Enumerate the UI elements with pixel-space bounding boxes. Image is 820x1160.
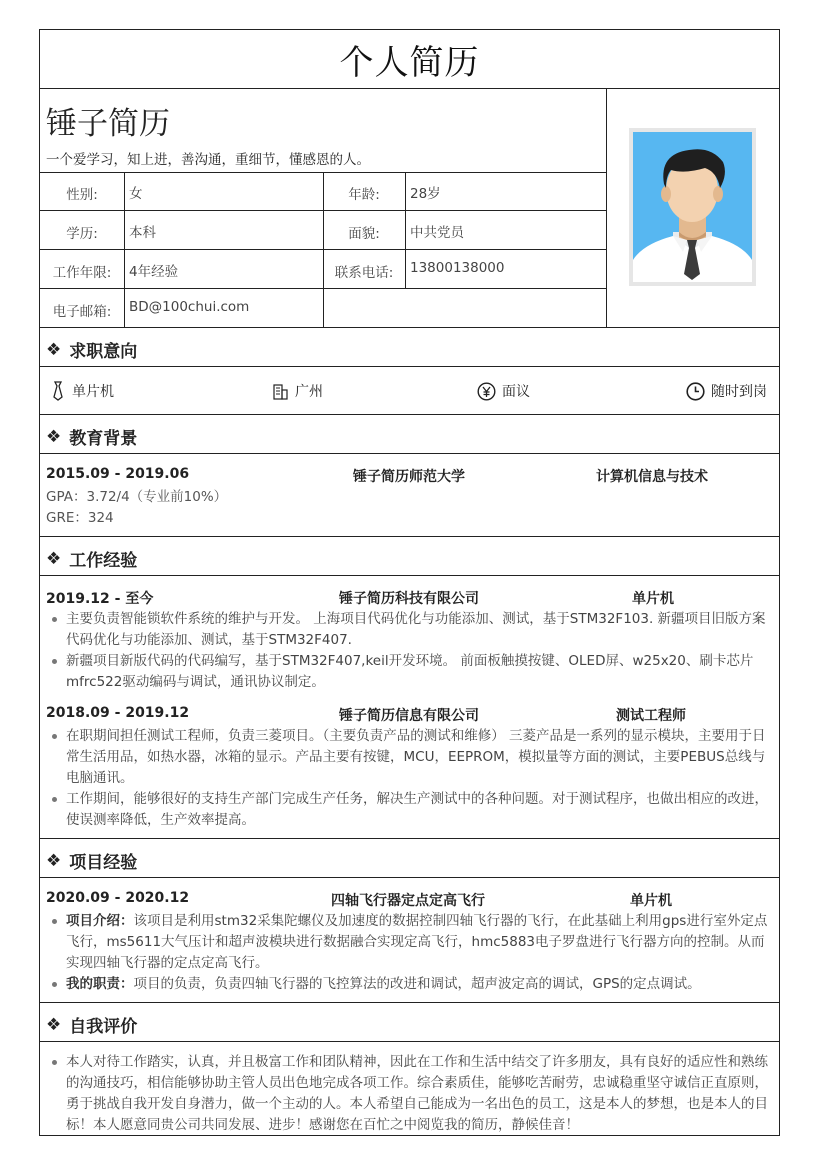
work-role: 测试工程师 — [616, 708, 686, 724]
building-icon — [272, 383, 289, 400]
diamond-icon: ❖ — [46, 850, 62, 871]
edu-value: 本科 — [129, 225, 156, 241]
diamond-icon: ❖ — [46, 426, 62, 447]
clock-icon — [686, 382, 705, 401]
work-period: 2019.12 - 至今 — [46, 591, 154, 607]
intent-salary — [477, 381, 530, 401]
intent-job — [50, 381, 114, 401]
project-name: 四轴飞行器定点定高飞行 — [331, 893, 485, 909]
edu-gre: GRE：324 — [46, 510, 114, 526]
list-item: 本人对待工作踏实，认真，并且极富工作和团队精神，因此在工作和生活中结交了许多朋友，具有良好的适应性和熟练的沟通技巧，相信能够协助主管人员出色地完成各项工作。综合素质佳，能够吃苦耐劳，忠诚稳重坚守诚信正直原则，勇于挑战自我开发自身潜力，做一个主动的人。本人希望自己能成为一名出色的员工，这是本人的梦想，也是本人的目标！本人愿意同贵公司共同发展、进步！感谢您在百忙之中阅览我的简历，静候佳音！ — [48, 1052, 768, 1136]
section-title: 工作经验 — [69, 551, 138, 571]
list-item: 工作期间，能够很好的支持生产部门完成生产任务，解决生产测试中的各种问题。对于测试程序，也做出相应的改进，使误测率降低，生产效率提高。 — [48, 789, 768, 831]
tie-icon — [50, 381, 66, 401]
project-intro-label: 项目介绍： — [66, 913, 134, 929]
divider — [40, 366, 779, 367]
divider — [40, 838, 779, 839]
politics-value: 中共党员 — [410, 225, 464, 241]
divider — [40, 1041, 779, 1042]
intent-availability — [686, 381, 767, 401]
divider — [40, 575, 779, 576]
section-title: 自我评价 — [69, 1017, 138, 1037]
divider — [40, 1002, 779, 1003]
intent-job-text: 单片机 — [72, 384, 114, 400]
divider — [40, 327, 779, 328]
divider — [40, 414, 779, 415]
edu-school: 锤子简历师范大学 — [353, 469, 465, 485]
edu-label: 学历: — [66, 226, 98, 242]
list-item: 新疆项目新版代码的代码编写，基于STM32F407,keil开发环境。 前面板触摸按键、OLED屏、w25x20、刷卡芯片mfrc522驱动编码与调试，通讯协议制定。 — [48, 651, 768, 693]
resume-name: 锤子简历 — [46, 106, 170, 142]
list-item: 在职期间担任测试工程师，负责三菱项目。（主要负责产品的测试和维修） 三菱产品是一系列的显示模块，主要用于日常生活用品，如热水器，冰箱的显示。产品主要有按键，MCU，EEPROM，模拟量等方面的测试，主要PEBUS总线与电脑通讯。 — [48, 726, 768, 789]
intent-salary-text: 面议 — [502, 384, 530, 400]
divider — [124, 172, 125, 327]
avatar — [633, 132, 752, 282]
edu-major: 计算机信息与技术 — [596, 469, 708, 485]
politics-label: 面貌: — [348, 226, 380, 242]
section-work-heading — [46, 546, 137, 571]
divider — [606, 89, 607, 327]
age-value: 28岁 — [410, 186, 441, 202]
project-period: 2020.09 - 2020.12 — [46, 890, 190, 906]
intent-city-text: 广州 — [295, 384, 323, 400]
motto: 一个爱学习，知上进，善沟通，重细节，懂感恩的人。 — [46, 152, 370, 168]
divider — [40, 877, 779, 878]
project-duty: 项目的负责，负责四轴飞行器的飞控算法的改进和调试，超声波定高的调试，GPS的定点调试。 — [133, 976, 701, 992]
work-period: 2018.09 - 2019.12 — [46, 705, 190, 721]
phone-value: 13800138000 — [410, 260, 505, 276]
years-label: 工作年限: — [52, 265, 112, 281]
profile-photo — [629, 128, 756, 286]
page-title: 个人简历 — [40, 30, 779, 89]
gender-value: 女 — [129, 186, 143, 202]
section-title: 求职意向 — [69, 342, 138, 362]
resume-frame — [39, 29, 780, 1136]
project-intro: 该项目是利用stm32采集陀螺仪及加速度的数据控制四轴飞行器的飞行，在此基础上利用gps进行室外定点飞行，ms5611大气压计和超声波模块进行数据融合实现定高飞行，hmc5883电子罗盘进行飞行器方向的控制。从而实现四轴飞行器的定点定高飞行。 — [66, 913, 768, 971]
edu-gpa: GPA：3.72/4（专业前10%） — [46, 489, 228, 505]
email-label: 电子邮箱: — [52, 304, 112, 320]
divider — [40, 453, 779, 454]
divider — [40, 536, 779, 537]
section-intent-heading — [46, 337, 137, 362]
section-project-heading — [46, 848, 137, 873]
work-role: 单片机 — [632, 591, 674, 607]
email-value: BD@100chui.com — [129, 299, 250, 315]
list-item: 主要负责智能锁软件系统的维护与开发。 上海项目代码优化与功能添加、测试，基于STM32F103. 新疆项目旧版方案代码优化与功能添加、测试，基于STM32F407. — [48, 609, 768, 651]
intent-city — [272, 381, 323, 401]
diamond-icon: ❖ — [46, 339, 62, 360]
list-item — [48, 974, 768, 995]
section-education-heading — [46, 424, 137, 449]
work-company: 锤子简历科技有限公司 — [339, 591, 479, 607]
diamond-icon: ❖ — [46, 1014, 62, 1035]
intent-availability-text: 随时到岗 — [711, 384, 767, 400]
phone-label: 联系电话: — [334, 265, 394, 281]
section-self-heading — [46, 1012, 137, 1037]
edu-period: 2015.09 - 2019.06 — [46, 466, 190, 482]
work-company: 锤子简历信息有限公司 — [339, 708, 479, 724]
project-role: 单片机 — [630, 893, 672, 909]
avatar-illustration — [633, 132, 752, 282]
gender-label: 性别: — [66, 187, 98, 203]
diamond-icon: ❖ — [46, 548, 62, 569]
divider — [405, 172, 406, 288]
age-label: 年龄: — [348, 187, 380, 203]
section-title: 教育背景 — [69, 429, 138, 449]
list-item — [48, 911, 768, 974]
years-value: 4年经验 — [129, 264, 179, 280]
project-duty-label: 我的职责： — [66, 976, 134, 992]
yen-icon — [477, 382, 496, 401]
section-title: 项目经验 — [69, 853, 138, 873]
